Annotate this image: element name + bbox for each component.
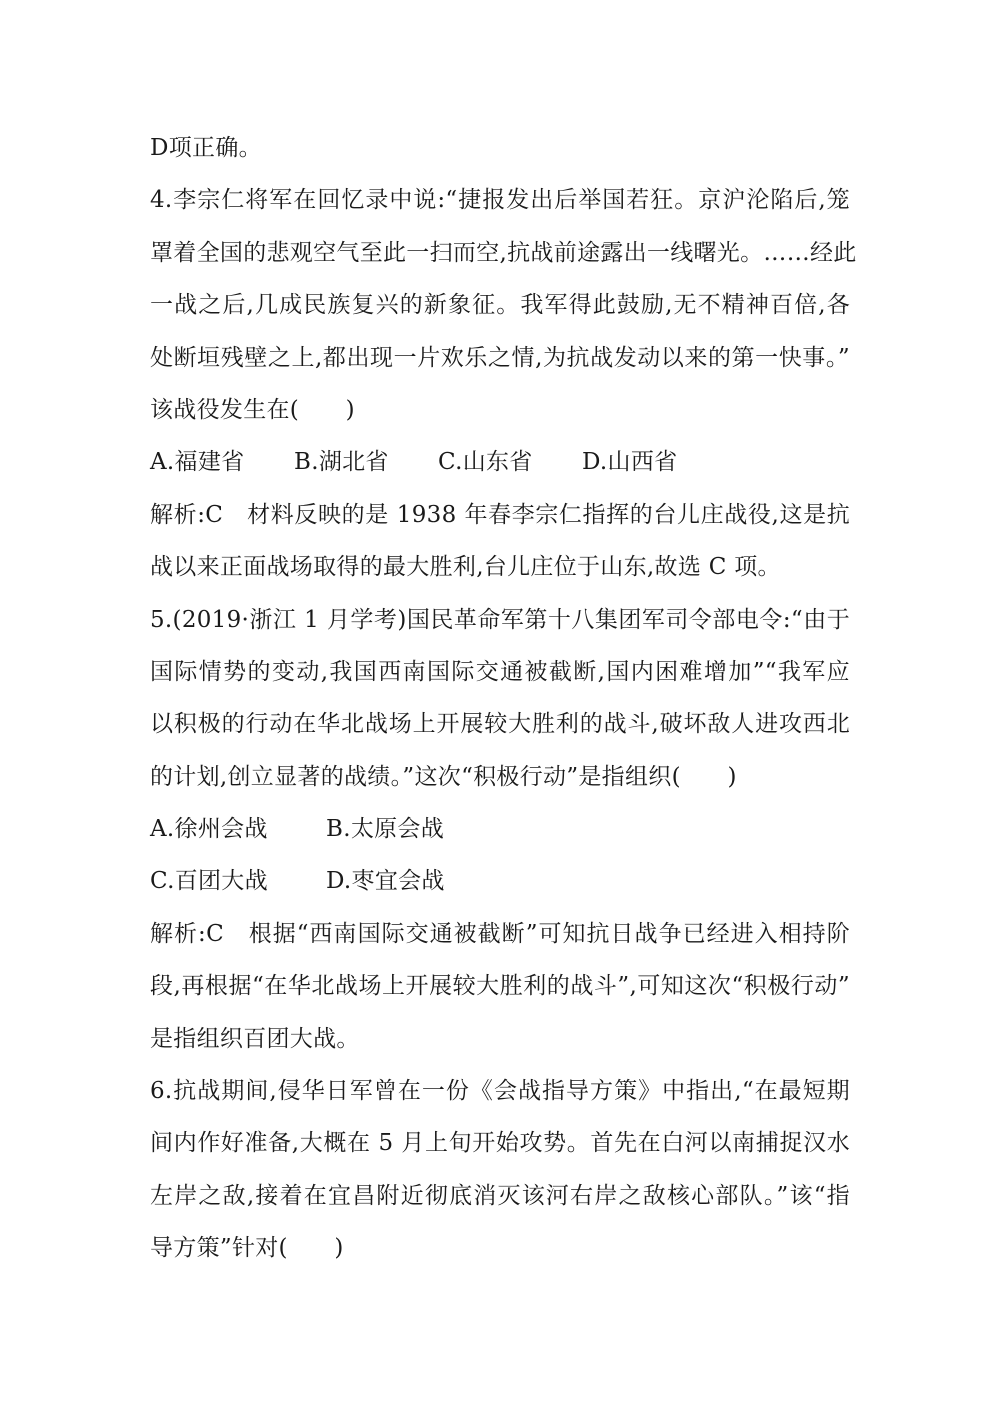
question-4 <box>150 174 857 593</box>
question-stem-line: 处断垣残壁之上,都出现一片欢乐之情,为抗战发动以来的第一快事。” <box>150 344 850 371</box>
question-stem-line: 的计划,创立显著的战绩。”这次“积极行动”是指组织( ) <box>150 763 737 790</box>
question-stem-line: 4.李宗仁将军在回忆录中说:“捷报发出后举国若狂。京沪沦陷后,笼 <box>150 187 850 214</box>
analysis-line: 解析:C 根据“西南国际交通被截断”可知抗日战争已经进入相持阶 <box>150 920 850 947</box>
question-stem-line: 6.抗战期间,侵华日军曾在一份《会战指导方策》中指出,“在最短期 <box>150 1078 850 1105</box>
answer-options-row-2 <box>150 855 850 907</box>
question-stem-line: 国际情势的变动,我国西南国际交通被截断,国内困难增加”“我军应 <box>150 658 850 685</box>
question-stem-line: 导方策”针对( ) <box>150 1235 344 1262</box>
answer-options-row-1 <box>150 803 850 855</box>
question-stem-line: 一战之后,几成民族复兴的新象征。我军得此鼓励,无不精神百倍,各 <box>150 292 850 319</box>
option-b: B.湖北省 <box>294 449 389 476</box>
carryover-text: D项正确。 <box>150 135 262 161</box>
option-d: D.枣宜会战 <box>326 868 445 895</box>
option-d: D.山西省 <box>582 449 678 476</box>
option-a: A.徐州会战 <box>150 816 268 843</box>
answer-options <box>150 436 850 488</box>
analysis-line: 解析:C 材料反映的是 1938 年春李宗仁指挥的台儿庄战役,这是抗 <box>150 501 850 528</box>
question-stem-line: 以积极的行动在华北战场上开展较大胜利的战斗,破坏敌人进攻西北 <box>150 711 850 738</box>
option-c: C.山东省 <box>438 449 533 476</box>
document-page <box>150 122 857 1275</box>
question-6 <box>150 1065 850 1275</box>
question-stem-line: 间内作好准备,大概在 5 月上旬开始攻势。首先在白河以南捕捉汉水 <box>150 1130 850 1157</box>
question-stem-line: 5.(2019·浙江 1 月学考)国民革命军第十八集团军司令部电令:“由于 <box>150 606 850 633</box>
option-a: A.福建省 <box>150 449 245 476</box>
analysis-line: 段,再根据“在华北战场上开展较大胜利的战斗”,可知这次“积极行动” <box>150 973 850 1000</box>
option-b: B.太原会战 <box>326 816 445 843</box>
question-stem-line: 罩着全国的悲观空气至此一扫而空,抗战前途露出一线曙光。……经此 <box>150 239 857 266</box>
analysis-line: 战以来正面战场取得的最大胜利,台儿庄位于山东,故选 C 项。 <box>150 554 781 581</box>
question-5 <box>150 594 850 1066</box>
question-stem-line: 该战役发生在( ) <box>150 396 355 423</box>
option-c: C.百团大战 <box>150 868 268 895</box>
question-stem-line: 左岸之敌,接着在宜昌附近彻底消灭该河右岸之敌核心部队。”该“指 <box>150 1182 850 1209</box>
analysis-line: 是指组织百团大战。 <box>150 1025 360 1052</box>
